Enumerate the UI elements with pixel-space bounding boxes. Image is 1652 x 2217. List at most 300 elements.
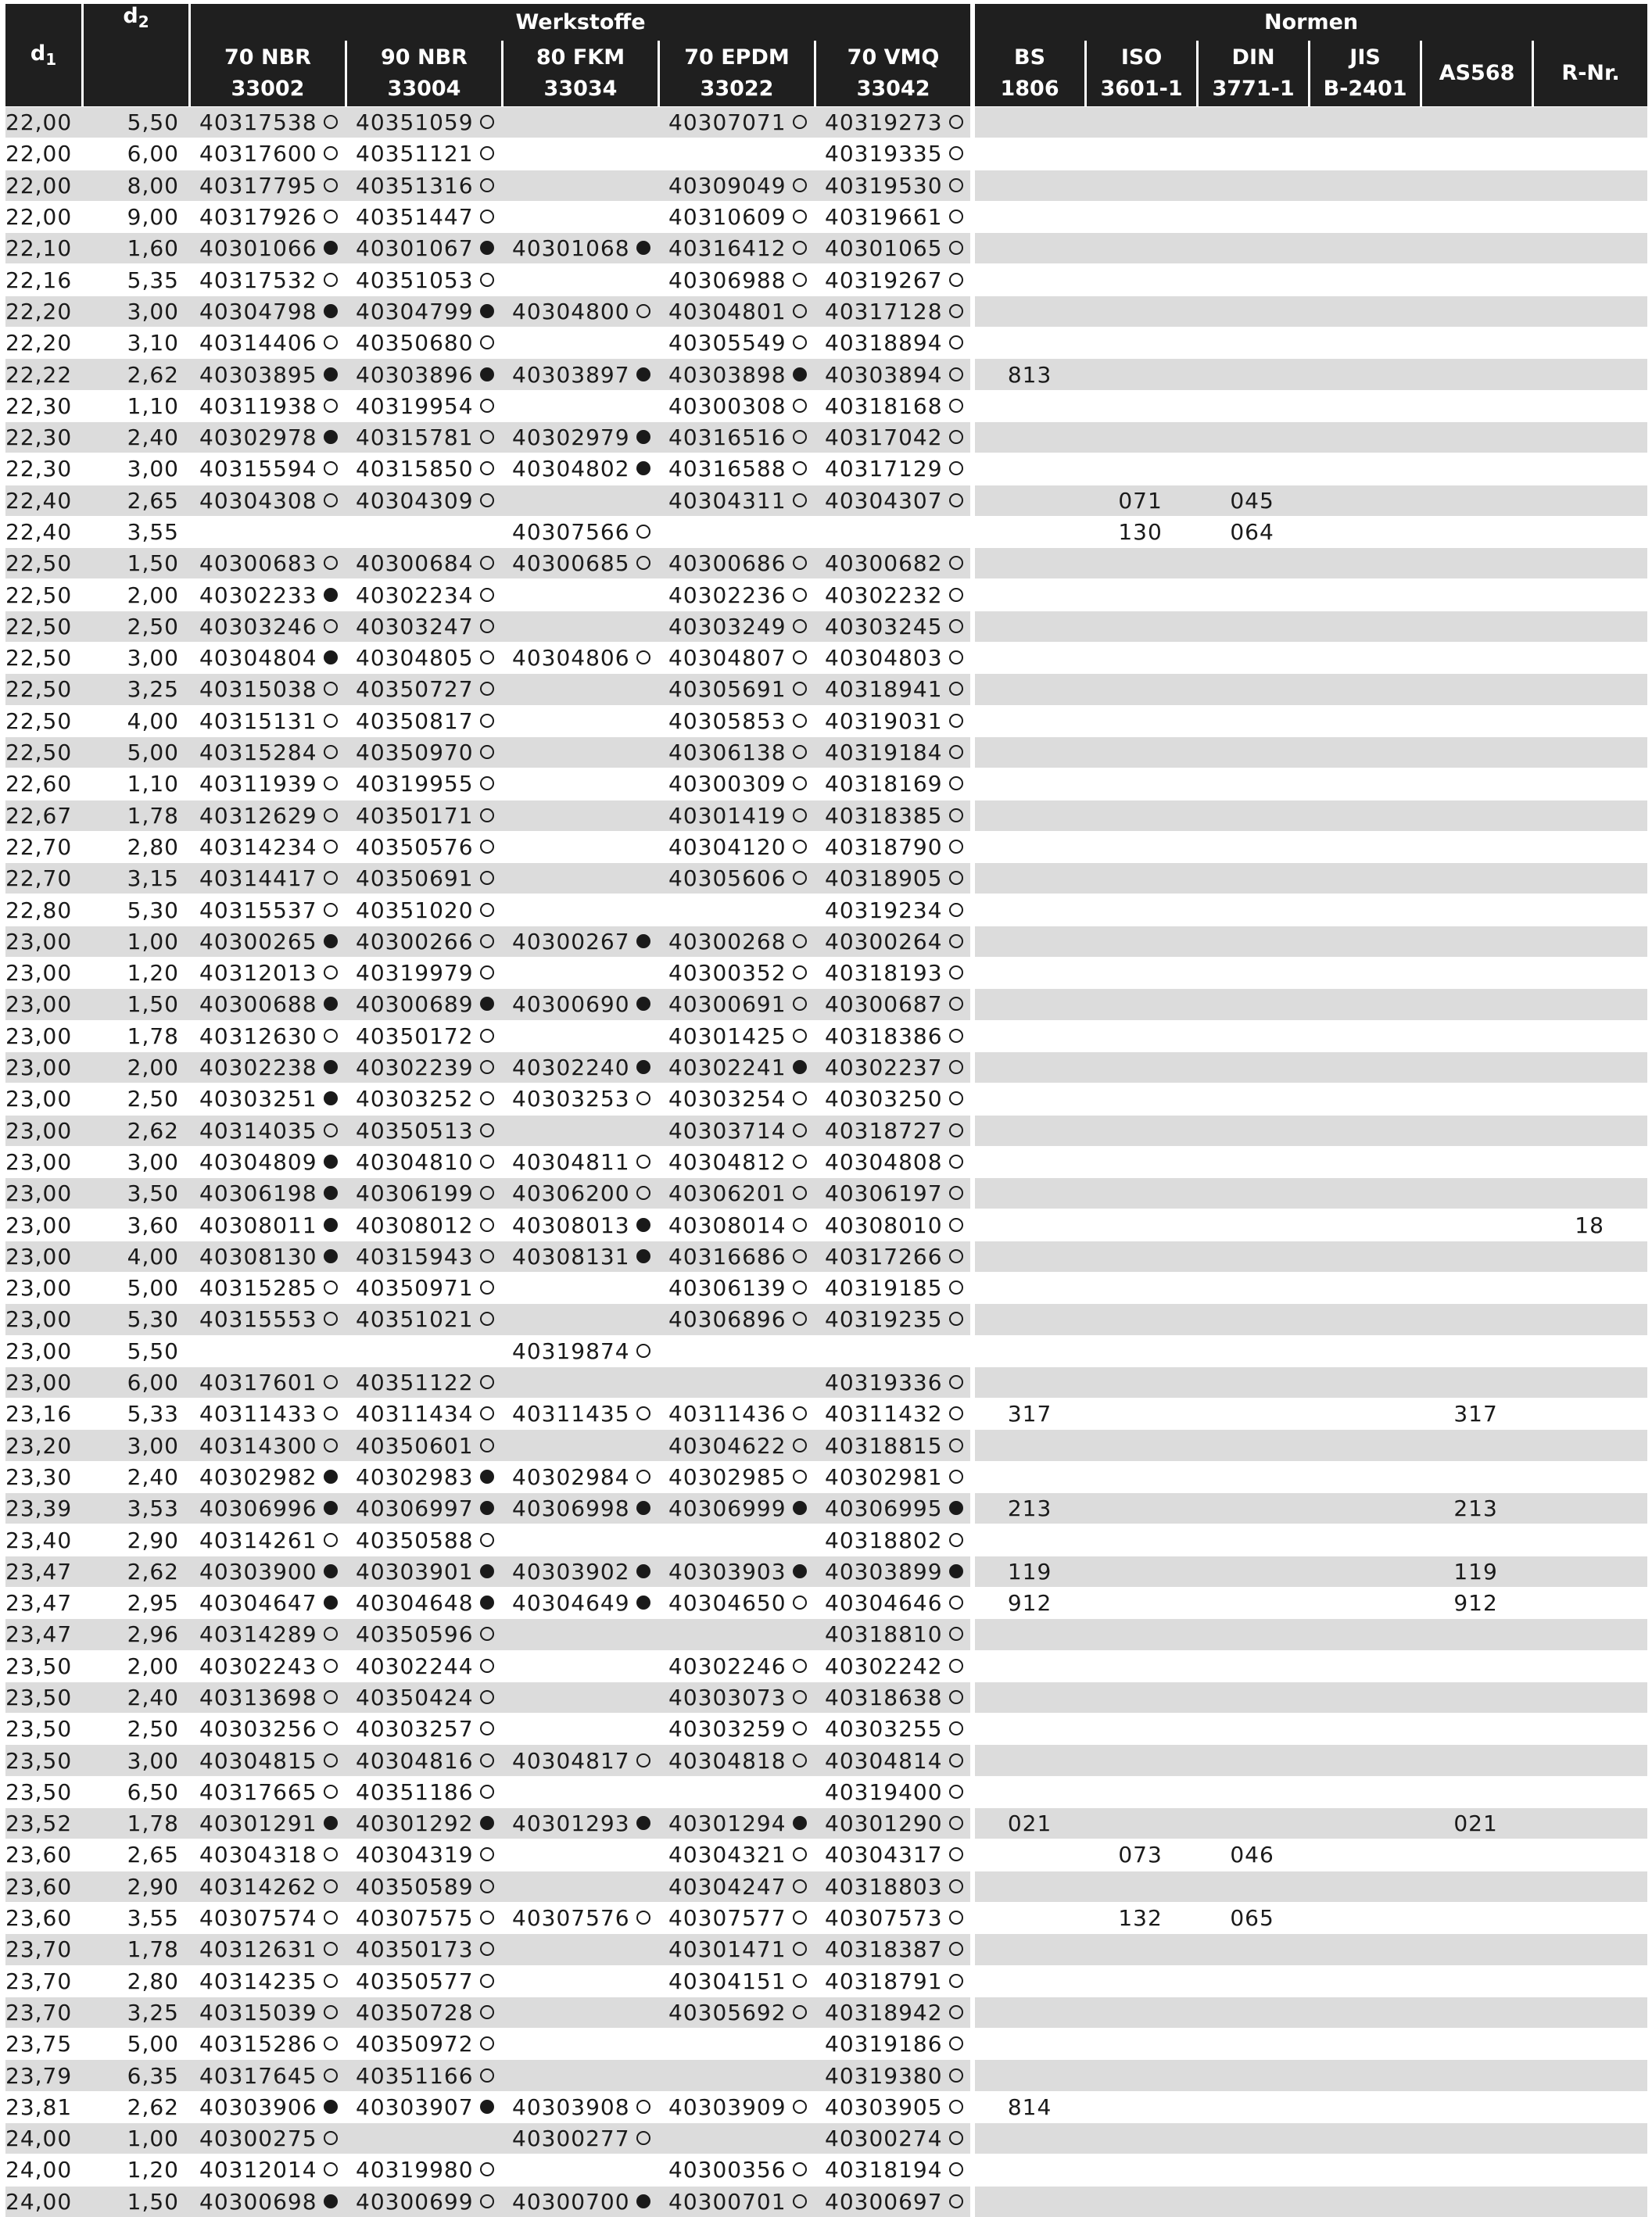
empty-circle-icon — [949, 965, 963, 980]
cell-material-0 — [188, 957, 345, 988]
cell-material-0 — [188, 2091, 345, 2122]
empty-circle-icon — [636, 1470, 650, 1484]
cell-norm-5 — [1532, 1335, 1647, 1366]
cell-norm-4 — [1420, 421, 1532, 453]
article-number: 40304648 — [356, 1590, 474, 1617]
cell-norm-1 — [1084, 1492, 1196, 1524]
cell-norm-0 — [970, 1146, 1084, 1177]
cell-material-0 — [188, 1713, 345, 1744]
cell-norm-2 — [1196, 1115, 1308, 1146]
cell-norm-1 — [1084, 2122, 1196, 2154]
empty-circle-icon — [793, 997, 807, 1011]
cell-norm-1 — [1084, 327, 1196, 358]
cell-material-2 — [501, 1272, 658, 1303]
empty-circle-icon — [324, 1123, 338, 1137]
table-row — [5, 1556, 1647, 1587]
empty-circle-icon — [636, 304, 650, 318]
cell-norm-2 — [1196, 642, 1308, 673]
cell-material-1 — [345, 1618, 501, 1649]
cell-d2: 1,20 — [81, 2154, 188, 2185]
cell-material-2 — [501, 1839, 658, 1870]
cell-material-2 — [501, 957, 658, 988]
empty-circle-icon — [324, 1721, 338, 1735]
empty-circle-icon — [324, 493, 338, 507]
header-norm-name: BS — [1014, 45, 1046, 70]
article-number: 40317266 — [825, 1243, 943, 1270]
table-row — [5, 232, 1647, 263]
cell-material-3 — [658, 611, 814, 642]
cell-norm-2 — [1196, 1492, 1308, 1524]
cell-d2: 3,55 — [81, 1902, 188, 1933]
article-number: 40308011 — [199, 1212, 317, 1238]
article-number: 40303896 — [356, 361, 474, 388]
cell-material-1 — [345, 1933, 501, 1964]
cell-norm-2: 045 — [1196, 485, 1308, 516]
cell-d2: 6,35 — [81, 2059, 188, 2090]
article-number: 40302984 — [512, 1463, 630, 1490]
cell-norm-2 — [1196, 2028, 1308, 2059]
article-number: 40319955 — [356, 771, 474, 797]
article-number: 40302239 — [356, 1055, 474, 1081]
cell-d1: 22,50 — [5, 642, 81, 673]
cell-norm-4 — [1420, 1429, 1532, 1460]
cell-norm-3 — [1308, 421, 1420, 453]
article-number: 40351059 — [356, 109, 474, 136]
article-number: 40318727 — [825, 1117, 943, 1144]
cell-norm-4 — [1420, 1083, 1532, 1114]
empty-circle-icon — [793, 2100, 807, 2114]
header-group-materials: Werkstoffe — [188, 4, 970, 41]
cell-norm-0 — [970, 1020, 1084, 1051]
article-number: 40351122 — [356, 1370, 474, 1396]
article-number: 40317128 — [825, 298, 943, 324]
cell-norm-2 — [1196, 736, 1308, 768]
filled-circle-icon — [949, 1501, 963, 1515]
empty-circle-icon — [480, 1060, 494, 1074]
table-row — [5, 2154, 1647, 2185]
article-number: 40304311 — [668, 487, 787, 514]
cell-d2: 1,50 — [81, 988, 188, 1019]
cell-norm-1: 071 — [1084, 485, 1196, 516]
cell-material-0 — [188, 1335, 345, 1366]
cell-d2: 2,50 — [81, 611, 188, 642]
cell-norm-4 — [1420, 1335, 1532, 1366]
cell-d2: 2,62 — [81, 2091, 188, 2122]
article-number: 40306200 — [512, 1180, 630, 1207]
empty-circle-icon — [949, 367, 963, 381]
cell-material-2 — [501, 295, 658, 327]
article-number: 40350577 — [356, 1968, 474, 1994]
header-norm-code: 3771-1 — [1212, 77, 1295, 101]
cell-d2: 2,62 — [81, 358, 188, 389]
cell-norm-4 — [1420, 705, 1532, 736]
empty-circle-icon — [480, 2162, 494, 2176]
table-row — [5, 1461, 1647, 1492]
article-number: 40316588 — [668, 456, 787, 482]
article-number: 40312631 — [199, 1936, 317, 1963]
cell-d1: 23,16 — [5, 1398, 81, 1429]
cell-norm-0 — [970, 1776, 1084, 1807]
cell-material-4 — [814, 2186, 970, 2217]
cell-material-0 — [188, 1051, 345, 1083]
table-row — [5, 1366, 1647, 1398]
empty-circle-icon — [480, 1218, 494, 1232]
cell-d1: 22,16 — [5, 263, 81, 295]
empty-circle-icon — [324, 1375, 338, 1389]
cell-norm-1 — [1084, 1744, 1196, 1775]
cell-norm-2 — [1196, 1997, 1308, 2028]
cell-norm-3 — [1308, 1871, 1420, 1902]
article-number: 40301067 — [356, 235, 474, 262]
cell-norm-3 — [1308, 1618, 1420, 1649]
empty-circle-icon — [793, 1406, 807, 1420]
cell-material-4 — [814, 232, 970, 263]
cell-norm-4 — [1420, 1776, 1532, 1807]
cell-material-4 — [814, 673, 970, 704]
cell-norm-2 — [1196, 1209, 1308, 1240]
article-number: 40305691 — [668, 676, 787, 703]
cell-norm-2 — [1196, 2154, 1308, 2185]
empty-circle-icon — [793, 934, 807, 948]
article-number: 40304810 — [356, 1148, 474, 1175]
cell-material-4 — [814, 768, 970, 799]
cell-material-4 — [814, 390, 970, 421]
article-number: 40303252 — [356, 1086, 474, 1112]
cell-norm-5 — [1532, 106, 1647, 138]
header-d2: $d_2$ — [81, 4, 188, 41]
cell-norm-3 — [1308, 327, 1420, 358]
cell-material-1 — [345, 1556, 501, 1587]
article-number: 40300352 — [668, 960, 787, 987]
cell-material-0 — [188, 106, 345, 138]
cell-material-4 — [814, 1933, 970, 1964]
article-number: 40306997 — [356, 1495, 474, 1522]
cell-norm-5 — [1532, 2059, 1647, 2090]
cell-d1: 23,00 — [5, 1241, 81, 1272]
cell-material-0 — [188, 1965, 345, 1997]
cell-norm-1 — [1084, 1177, 1196, 1209]
filled-circle-icon — [793, 367, 807, 381]
cell-d1: 22,30 — [5, 453, 81, 484]
article-number: 40319874 — [512, 1338, 630, 1364]
empty-circle-icon — [949, 461, 963, 475]
article-number: 40300699 — [356, 2188, 474, 2215]
article-number: 40314417 — [199, 865, 317, 892]
article-number: 40319235 — [825, 1306, 943, 1333]
filled-circle-icon — [480, 1470, 494, 1484]
cell-material-0 — [188, 894, 345, 925]
article-number: 40318810 — [825, 1621, 943, 1648]
cell-norm-2 — [1196, 957, 1308, 988]
article-number: 40303895 — [199, 361, 317, 388]
cell-material-1 — [345, 1492, 501, 1524]
cell-material-2 — [501, 1241, 658, 1272]
empty-circle-icon — [949, 1533, 963, 1547]
cell-material-1 — [345, 1776, 501, 1807]
cell-material-2 — [501, 1618, 658, 1649]
table-row — [5, 1335, 1647, 1366]
article-number: 40301290 — [825, 1810, 943, 1837]
cell-d2: 5,50 — [81, 1335, 188, 1366]
cell-material-3 — [658, 327, 814, 358]
filled-circle-icon — [636, 241, 650, 255]
article-number: 40302979 — [512, 424, 630, 451]
cell-material-4 — [814, 1366, 970, 1398]
cell-norm-0 — [970, 1965, 1084, 1997]
cell-material-1 — [345, 1303, 501, 1334]
cell-material-4 — [814, 1241, 970, 1272]
empty-circle-icon — [324, 714, 338, 728]
cell-material-2 — [501, 894, 658, 925]
table-header — [5, 4, 1647, 106]
empty-circle-icon — [324, 2162, 338, 2176]
article-number: 40301294 — [668, 1810, 787, 1837]
article-number: 40303907 — [356, 2093, 474, 2120]
cell-norm-1 — [1084, 1871, 1196, 1902]
empty-circle-icon — [793, 682, 807, 696]
cell-material-3 — [658, 2154, 814, 2185]
cell-d1: 22,30 — [5, 390, 81, 421]
cell-norm-3 — [1308, 1965, 1420, 1997]
cell-norm-5 — [1532, 1933, 1647, 1964]
cell-norm-4 — [1420, 1839, 1532, 1870]
header-norm-name: JIS — [1349, 45, 1381, 70]
article-number: 40307577 — [668, 1905, 787, 1932]
article-number: 40302982 — [199, 1463, 317, 1490]
cell-norm-1 — [1084, 1209, 1196, 1240]
cell-material-4 — [814, 138, 970, 169]
cell-norm-4 — [1420, 1933, 1532, 1964]
article-number: 40300267 — [512, 928, 630, 954]
article-number: 40350601 — [356, 1432, 474, 1459]
filled-circle-icon — [636, 1596, 650, 1610]
article-number: 40300266 — [356, 928, 474, 954]
cell-norm-3 — [1308, 578, 1420, 610]
cell-d1: 23,52 — [5, 1807, 81, 1839]
cell-material-3 — [658, 2186, 814, 2217]
article-number: 40303901 — [356, 1558, 474, 1585]
cell-norm-3 — [1308, 1209, 1420, 1240]
filled-circle-icon — [324, 1186, 338, 1200]
cell-norm-3 — [1308, 453, 1420, 484]
article-number: 40318803 — [825, 1873, 943, 1900]
cell-material-0 — [188, 2186, 345, 2217]
cell-material-1 — [345, 138, 501, 169]
cell-d1: 24,00 — [5, 2186, 81, 2217]
article-number: 40302981 — [825, 1463, 943, 1490]
cell-norm-0: 813 — [970, 358, 1084, 389]
cell-d1: 22,50 — [5, 736, 81, 768]
cell-d1: 22,50 — [5, 673, 81, 704]
table-row — [5, 862, 1647, 894]
cell-material-4 — [814, 2059, 970, 2090]
article-number: 40315781 — [356, 424, 474, 451]
filled-circle-icon — [324, 367, 338, 381]
empty-circle-icon — [324, 146, 338, 160]
cell-norm-5 — [1532, 295, 1647, 327]
article-number: 40317665 — [199, 1778, 317, 1805]
cell-d2: 3,00 — [81, 295, 188, 327]
cell-norm-3 — [1308, 1524, 1420, 1555]
cell-norm-0 — [970, 1177, 1084, 1209]
table-row — [5, 1682, 1647, 1713]
cell-norm-2 — [1196, 1303, 1308, 1334]
cell-material-1 — [345, 800, 501, 831]
cell-d1: 22,67 — [5, 800, 81, 831]
cell-norm-2 — [1196, 894, 1308, 925]
cell-norm-5 — [1532, 957, 1647, 988]
table-row — [5, 1492, 1647, 1524]
cell-d1: 22,70 — [5, 831, 81, 862]
cell-norm-1 — [1084, 642, 1196, 673]
filled-circle-icon — [324, 1816, 338, 1830]
cell-norm-2 — [1196, 1461, 1308, 1492]
article-number: 40317042 — [825, 424, 943, 451]
cell-norm-4: 213 — [1420, 1492, 1532, 1524]
cell-norm-1 — [1084, 894, 1196, 925]
empty-circle-icon — [324, 1533, 338, 1547]
cell-d2: 3,53 — [81, 1492, 188, 1524]
cell-norm-1 — [1084, 1461, 1196, 1492]
cell-d1: 23,50 — [5, 1650, 81, 1682]
empty-circle-icon — [324, 556, 338, 570]
filled-circle-icon — [636, 430, 650, 444]
cell-material-3 — [658, 894, 814, 925]
cell-norm-4 — [1420, 988, 1532, 1019]
article-number: 40319979 — [356, 960, 474, 987]
empty-circle-icon — [949, 556, 963, 570]
cell-norm-3 — [1308, 1272, 1420, 1303]
cell-material-3 — [658, 1177, 814, 1209]
article-number: 40304321 — [668, 1842, 787, 1868]
cell-norm-4 — [1420, 1209, 1532, 1240]
empty-circle-icon — [949, 1155, 963, 1169]
cell-material-1 — [345, 2154, 501, 2185]
cell-norm-3 — [1308, 1682, 1420, 1713]
filled-circle-icon — [480, 304, 494, 318]
cell-material-0 — [188, 2028, 345, 2059]
cell-material-1 — [345, 1965, 501, 1997]
article-number: 40350171 — [356, 802, 474, 829]
cell-material-2 — [501, 1429, 658, 1460]
cell-material-2 — [501, 2122, 658, 2154]
cell-norm-5 — [1532, 1682, 1647, 1713]
cell-norm-3 — [1308, 988, 1420, 1019]
article-number: 40351316 — [356, 172, 474, 199]
article-number: 40314261 — [199, 1527, 317, 1553]
article-number: 40309049 — [668, 172, 787, 199]
cell-material-2 — [501, 768, 658, 799]
cell-norm-2 — [1196, 1241, 1308, 1272]
article-number: 40306896 — [668, 1306, 787, 1333]
cell-norm-0 — [970, 642, 1084, 673]
article-number: 40307573 — [825, 1905, 943, 1932]
empty-circle-icon — [949, 273, 963, 287]
empty-circle-icon — [324, 335, 338, 349]
cell-norm-5 — [1532, 358, 1647, 389]
article-number: 40315039 — [199, 1999, 317, 2025]
cell-norm-5 — [1532, 926, 1647, 957]
empty-circle-icon — [949, 776, 963, 790]
cell-norm-4: 912 — [1420, 1587, 1532, 1618]
cell-material-4 — [814, 1839, 970, 1870]
cell-material-1 — [345, 1051, 501, 1083]
cell-material-2 — [501, 138, 658, 169]
cell-material-2 — [501, 1744, 658, 1775]
cell-norm-1 — [1084, 358, 1196, 389]
empty-circle-icon — [480, 1091, 494, 1105]
table-row — [5, 1997, 1647, 2028]
cell-material-2 — [501, 1146, 658, 1177]
cell-norm-4 — [1420, 1115, 1532, 1146]
cell-material-2 — [501, 926, 658, 957]
cell-norm-4 — [1420, 2186, 1532, 2217]
cell-material-3 — [658, 1083, 814, 1114]
cell-material-3 — [658, 1366, 814, 1398]
cell-material-4 — [814, 516, 970, 547]
article-number: 40319980 — [356, 2157, 474, 2183]
article-number: 40305606 — [668, 865, 787, 892]
article-number: 40318638 — [825, 1684, 943, 1710]
cell-material-3 — [658, 957, 814, 988]
table-row — [5, 957, 1647, 988]
cell-d2: 2,80 — [81, 1965, 188, 1997]
article-number: 40319234 — [825, 897, 943, 923]
cell-norm-0 — [970, 263, 1084, 295]
header-norm-3 — [1308, 41, 1420, 106]
cell-material-3 — [658, 453, 814, 484]
table-row — [5, 1083, 1647, 1114]
cell-norm-3 — [1308, 263, 1420, 295]
cell-d1: 23,00 — [5, 1083, 81, 1114]
cell-norm-4 — [1420, 295, 1532, 327]
cell-norm-5 — [1532, 201, 1647, 232]
cell-norm-4 — [1420, 1177, 1532, 1209]
cell-norm-0 — [970, 894, 1084, 925]
article-number: 40304647 — [199, 1590, 317, 1617]
article-number: 40300690 — [512, 991, 630, 1018]
filled-circle-icon — [324, 934, 338, 948]
cell-norm-4 — [1420, 2122, 1532, 2154]
cell-norm-2 — [1196, 2091, 1308, 2122]
cell-material-1 — [345, 485, 501, 516]
cell-material-3 — [658, 1241, 814, 1272]
cell-material-4 — [814, 170, 970, 201]
empty-circle-icon — [480, 776, 494, 790]
cell-material-3 — [658, 800, 814, 831]
article-number: 40300309 — [668, 771, 787, 797]
cell-material-3 — [658, 1398, 814, 1429]
cell-norm-2 — [1196, 673, 1308, 704]
cell-norm-3 — [1308, 295, 1420, 327]
article-number: 40318790 — [825, 833, 943, 860]
cell-norm-5 — [1532, 1051, 1647, 1083]
cell-d2: 2,62 — [81, 1556, 188, 1587]
empty-circle-icon — [793, 1186, 807, 1200]
cell-norm-0 — [970, 768, 1084, 799]
cell-d2: 2,00 — [81, 1051, 188, 1083]
article-number: 40319273 — [825, 109, 943, 136]
article-number: 40350513 — [356, 1117, 474, 1144]
cell-d2: 1,20 — [81, 957, 188, 988]
table-row — [5, 327, 1647, 358]
article-number: 40314406 — [199, 330, 317, 356]
empty-circle-icon — [324, 1659, 338, 1673]
cell-norm-1 — [1084, 800, 1196, 831]
article-number: 40319031 — [825, 707, 943, 734]
cell-norm-0 — [970, 1209, 1084, 1240]
cell-d2: 3,60 — [81, 1209, 188, 1240]
